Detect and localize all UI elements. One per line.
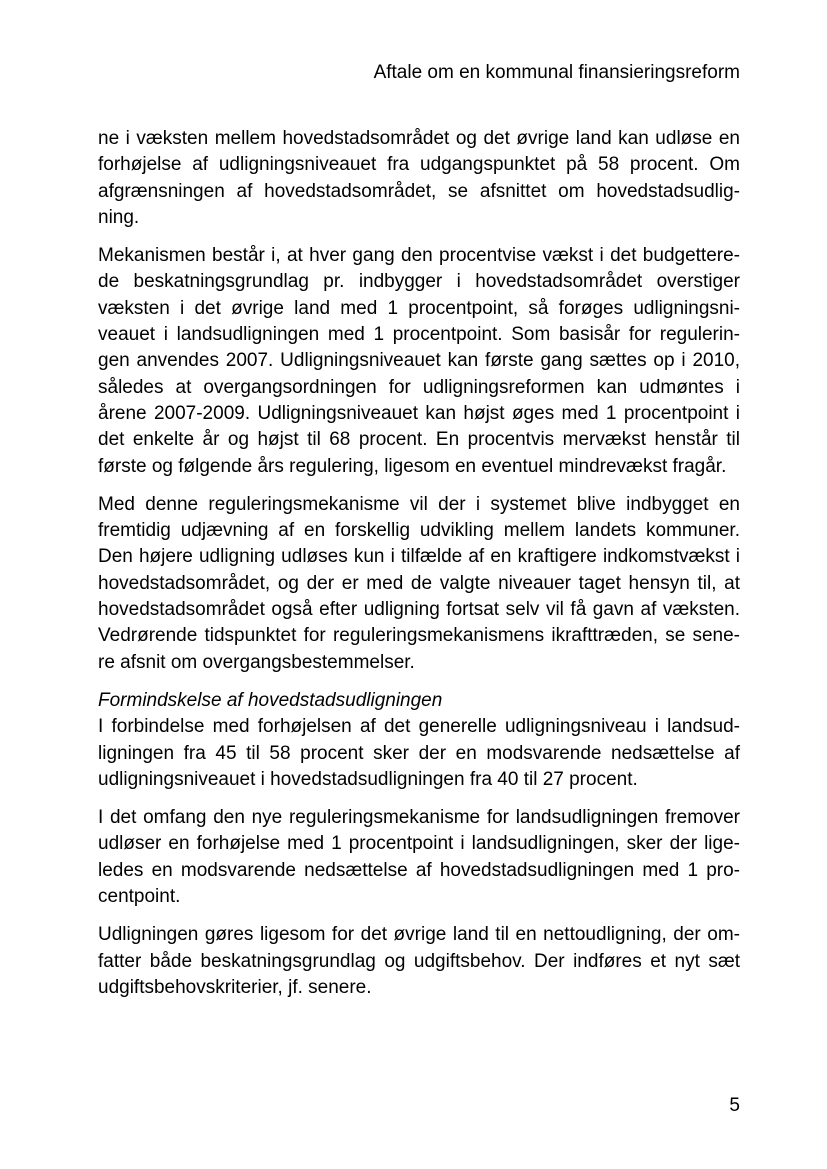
running-header: Aftale om en kommunal finansieringsreform (373, 62, 740, 83)
text-line: centpoint. (98, 886, 181, 908)
document-body (98, 126, 740, 1001)
text-line: fatter både beskatningsgrundlag og udgiftsbehov. Der indføres et nyt sæt (98, 950, 740, 972)
text-line: veauet i landsudligningen med 1 procentpoint. Som basisår for regulerin- (98, 324, 740, 346)
page-number: 5 (729, 1095, 740, 1116)
body-paragraph (98, 243, 740, 480)
text-line: Med denne reguleringsmekanisme vil der i systemet blive indbygget en (98, 493, 740, 515)
text-line: fremtidig udjævning af en forskellig udvikling mellem landets kommuner. (98, 520, 740, 542)
body-paragraph (98, 805, 740, 910)
text-line: ning. (98, 206, 140, 228)
text-line: hovedstadsområdet, og der er med de valgte niveauer taget hensyn til, at (98, 572, 740, 594)
text-line: udgiftsbehovskriterier, jf. senere. (98, 976, 372, 998)
text-line: re afsnit om overgangsbestemmelser. (98, 651, 415, 673)
text-line: forhøjelse af udligningsniveauet fra udgangspunktet på 58 procent. Om (98, 154, 740, 176)
text-line: hovedstadsområdet også efter udligning fortsat selv vil få gavn af væksten. (98, 599, 740, 621)
text-line: I forbindelse med forhøjelsen af det generelle udligningsniveau i landsud- (98, 716, 740, 738)
section-with-heading (98, 688, 740, 793)
text-line: væksten i det øvrige land med 1 procentpoint, så forøges udligningsni- (98, 297, 740, 319)
text-line: årene 2007-2009. Udligningsniveauet kan højst øges med 1 procentpoint i (98, 402, 740, 424)
text-line: gen anvendes 2007. Udligningsniveauet kan første gang sættes op i 2010, (98, 350, 740, 372)
text-line: første og følgende års regulering, ligesom en eventuel mindrevækst fragår. (98, 455, 727, 477)
text-line: Udligningen gøres ligesom for det øvrige land til en nettoudligning, der om- (98, 924, 740, 946)
text-line: Den højere udligning udløses kun i tilfælde af en kraftigere indkomstvækst i (98, 546, 740, 568)
section-heading: Formindskelse af hovedstadsudligningen (98, 689, 443, 711)
text-line: udligningsniveauet i hovedstadsudligningen fra 40 til 27 procent. (98, 768, 638, 790)
text-line: det enkelte år og højst til 68 procent. En procentvis mervækst henstår til (98, 429, 740, 451)
text-line: således at overgangsordningen for udligningsreformen kan udmøntes i (98, 376, 740, 398)
text-line: de beskatningsgrundlag pr. indbygger i hovedstadsområdet overstiger (98, 271, 740, 293)
body-paragraph (98, 492, 740, 676)
text-line: afgrænsningen af hovedstadsområdet, se afsnittet om hovedstadsudlig- (98, 180, 740, 202)
text-line: Mekanismen består i, at hver gang den procentvise vækst i det budgettere- (98, 245, 740, 267)
text-line: udløser en forhøjelse med 1 procentpoint i landsudligningen, sker der lige- (98, 833, 740, 855)
text-line: I det omfang den nye reguleringsmekanisme for landsudligningen fremover (98, 807, 740, 829)
text-line: ne i væksten mellem hovedstadsområdet og det øvrige land kan udløse en (98, 128, 740, 149)
text-line: ligningen fra 45 til 58 procent sker der en modsvarende nedsættelse af (98, 742, 740, 764)
text-line: Vedrørende tidspunktet for reguleringsmekanismens ikrafttræden, se sene- (98, 625, 740, 647)
text-line: ledes en modsvarende nedsættelse af hovedstadsudligningen med 1 pro- (98, 859, 740, 881)
body-paragraph (98, 922, 740, 1001)
body-paragraph (98, 126, 740, 231)
